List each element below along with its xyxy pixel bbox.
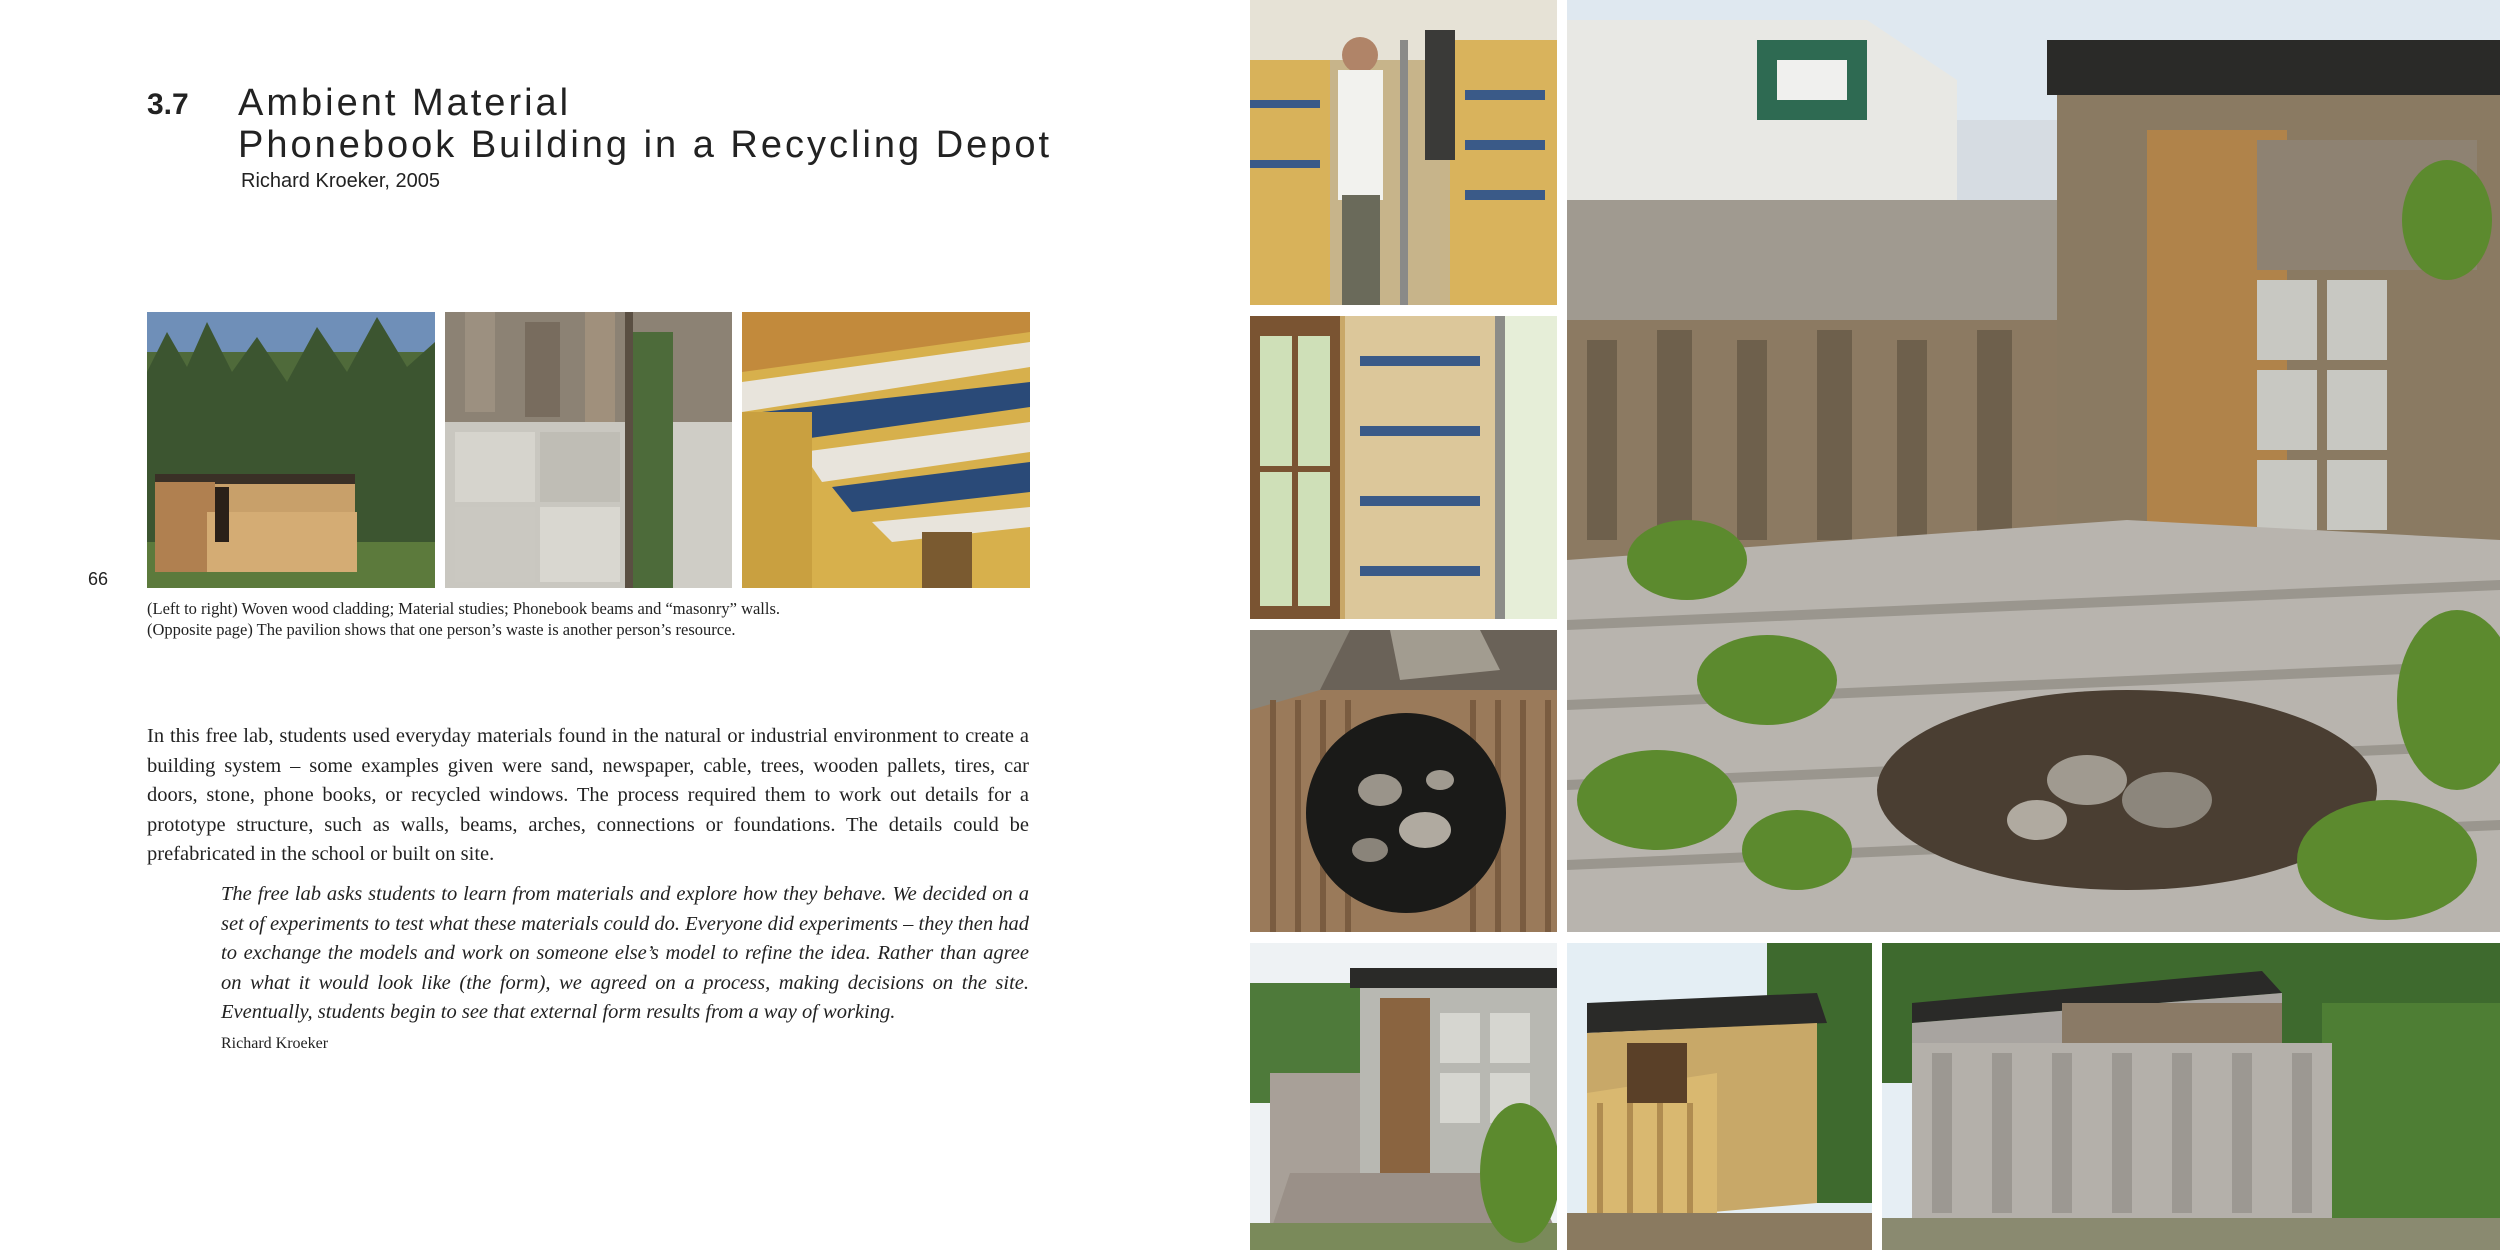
photo-caption — [147, 598, 1027, 640]
page-number: 66 — [88, 569, 109, 589]
pull-quote: The free lab asks students to learn from materials and explore how they behave. We decided on a set of experiments to test what these materials could do. Everyone did experiments – they then had to exchange the models and work on someone else’s model to refine the idea. Rather than agree on what it would look like (the form), we agreed on a process, making decisions on the site. Eventually, students begin to see that external form results from a way of working. — [221, 883, 1029, 1023]
pavilion-front-photo — [1250, 943, 1557, 1250]
pavilion-side-photo — [1882, 943, 2500, 1250]
stone-pit-photo — [1250, 630, 1557, 932]
window-interior-photo — [1250, 316, 1557, 619]
chapter-subtitle: Phonebook Building in a Recycling Depot — [238, 124, 1053, 166]
caption-line-opposite-page: (Opposite page) The pavilion shows that one person’s waste is another person’s resource. — [147, 620, 736, 639]
material-studies-photo — [445, 312, 732, 588]
students-building-photo — [1250, 0, 1557, 305]
woven-wood-cladding-photo — [147, 312, 435, 588]
caption-line-left-to-right: (Left to right) Woven wood cladding; Material studies; Phonebook beams and “masonry” walls. — [147, 599, 781, 618]
chapter-title: Ambient Material — [238, 82, 572, 124]
pavilion-corner-photo — [1567, 943, 1872, 1250]
phonebook-beams-photo — [742, 312, 1030, 588]
body-paragraph: In this free lab, students used everyday materials found in the natural or industrial environment to create a building system – some examples given were sand, newspaper, cable, trees, wooden pallets, tires, car doors, stone, phone books, or recycled windows. The process required them to work out details for a prototype structure, such as walls, beams, arches, connections or foundations. The details could be prefabricated in the school or built on site. — [147, 725, 1029, 865]
pavilion-main-photo — [1567, 0, 2500, 932]
byline: Richard Kroeker, 2005 — [241, 170, 441, 192]
section-number: 3.7 — [147, 88, 189, 121]
quote-author: Richard Kroeker — [221, 1035, 329, 1052]
